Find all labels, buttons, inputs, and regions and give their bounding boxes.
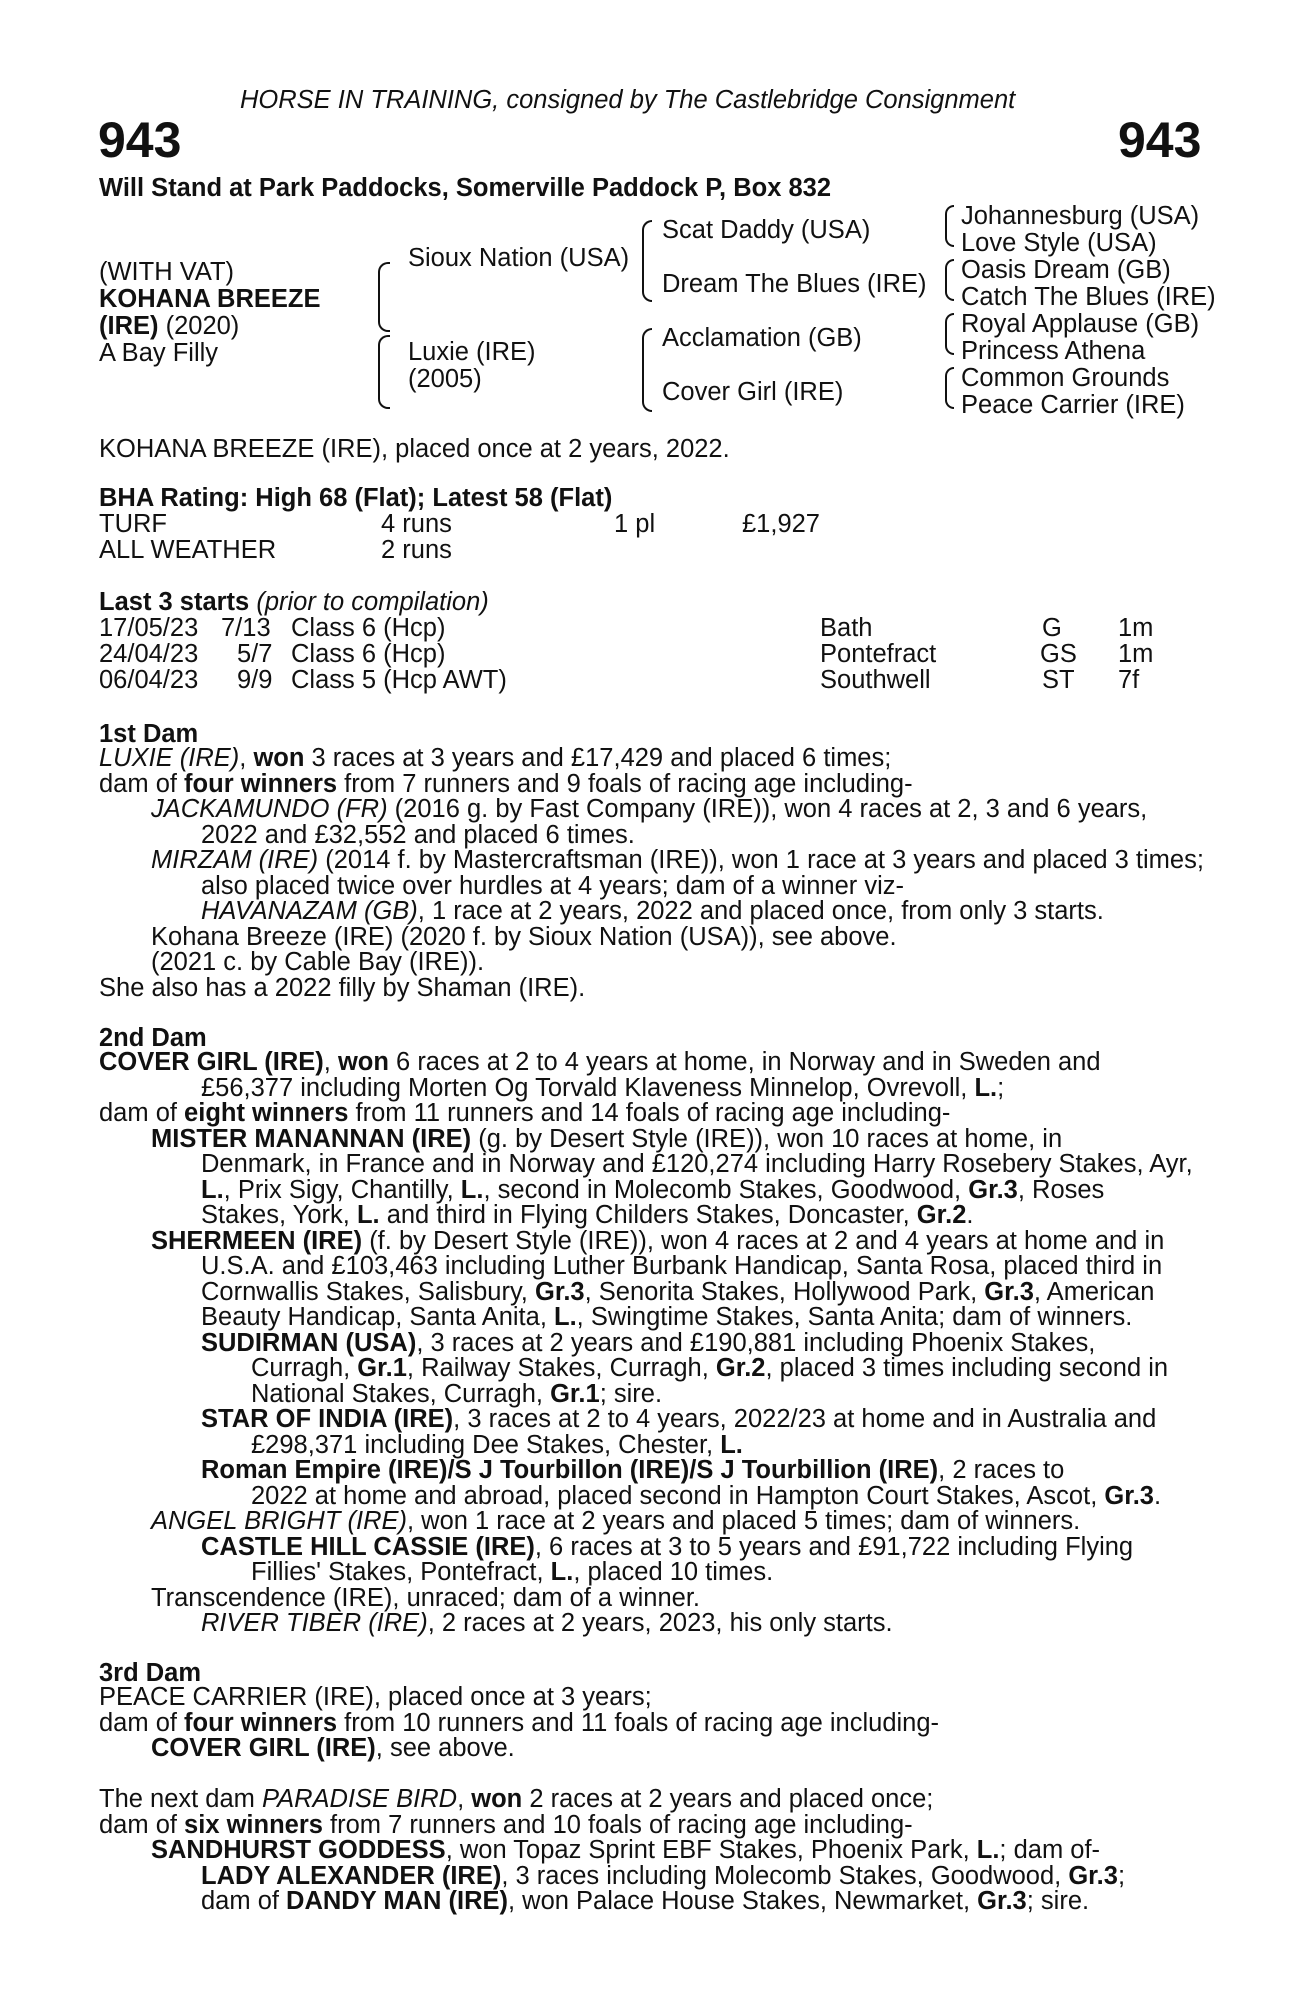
consignment-line: HORSE IN TRAINING, consigned by The Castlebridge Consignment	[240, 86, 1016, 114]
start-position: 5/7	[237, 640, 273, 668]
ggs-2: Love Style (USA)	[961, 229, 1157, 257]
ggs-8: Peace Carrier (IRE)	[961, 391, 1185, 419]
horse-name: KOHANA BREEZE	[99, 285, 321, 313]
brace-sire-lower	[378, 335, 390, 409]
third-dam-section: PEACE CARRIER (IRE), placed once at 3 years; dam of four winners from 10 runners and 11 foals of racing age including- COVER GIRL (IRE), see above.	[99, 1683, 940, 1762]
vat-note: (WITH VAT)	[99, 258, 235, 286]
horse-origin-year: (IRE) (2020)	[99, 312, 240, 340]
second-dam-section: COVER GIRL (IRE), won 6 races at 2 to 4 years at home, in Norway and in Sweden and £56,377 including Morten Og Torvald Klaveness Minnelop, Ovrevoll, L.; dam of eight winners from 11 runners and 14 foals of racing age including- MISTER MANANNAN (IRE) (g. by Desert Style (IRE)), won 10 races at home, in Denmark, in France and in Norway and £120,274 including Harry Rosebery Stakes, Ayr, L., Prix Sigy, Chantilly, L., second in Molecomb Stakes, Goodwood, Gr.3, Roses Stakes, York, L. and third in Flying Childers Stakes, Doncaster, Gr.2. SHERMEEN (IRE) (f. by Desert Style (IRE)), won 4 races at 2 and 4 years at home and in U.S.A. and £103,463 including Luther Burbank Handicap, Santa Rosa, placed third in Cornwallis Stakes, Salisbury, Gr.3, Senorita Stakes, Hollywood Park, Gr.3, American Beauty Handicap, Santa Anita, L., Swingtime Stakes, Santa Anita; dam of winners. SUDIRMAN (USA), 3 races at 2 years and £190,881 including Phoenix Stakes, Curragh, Gr.1, Railway Stakes, Curragh, Gr.2, placed 3 times including second in National Stakes, Curragh, Gr.1; sire. STAR OF INDIA (IRE), 3 races at 2 to 4 years, 2022/23 at home and in Australia and £298,371 including Dee Stakes, Chester, L. Roman Empire (IRE)/S J Tourbillon (IRE)/S J Tourbillion (IRE), 2 races to 2022 at home and abroad, placed second in Hampton Court Stakes, Ascot, Gr.3. ANGEL BRIGHT (IRE), won 1 race at 2 years and placed 5 times; dam of winners. CASTLE HILL CASSIE (IRE), 6 races at 3 to 5 years and £91,722 including Flying Fillies' Stakes, Pontefract, L., placed 10 times. Transcendence (IRE), unraced; dam of a winner. RIVER TIBER (IRE), 2 races at 2 years, 2023, his only starts.	[99, 1048, 1193, 1637]
next-dam-section: The next dam PARADISE BIRD, won 2 races at 2 years and placed once; dam of six winners from 7 runners and 10 foals of racing age including- SANDHURST GODDESS, won Topaz Sprint EBF Stakes, Phoenix Park, L.; dam of- LADY ALEXANDER (IRE), 3 races including Molecomb Stakes, Goodwood, Gr.3; dam of DANDY MAN (IRE), won Palace House Stakes, Newmarket, Gr.3; sire.	[99, 1785, 1126, 1915]
turf-runs: 4 runs	[381, 510, 452, 538]
start-course: Pontefract	[820, 640, 937, 668]
last-starts-heading: Last 3 starts (prior to compilation)	[99, 588, 489, 616]
dam-dam: Cover Girl (IRE)	[662, 378, 844, 406]
turf-label: TURF	[99, 510, 167, 538]
sire: Sioux Nation (USA)	[408, 244, 630, 272]
start-distance: 7f	[1118, 666, 1140, 694]
dam-year: (2005)	[408, 365, 482, 393]
start-race: Class 5 (Hcp AWT)	[291, 666, 507, 694]
start-position: 9/9	[237, 666, 273, 694]
third-dam-heading: 3rd Dam	[99, 1659, 202, 1687]
brace-ggs-4	[945, 367, 954, 409]
brace-ggs-1	[945, 205, 954, 247]
summary-line: KOHANA BREEZE (IRE), placed once at 2 years, 2022.	[99, 435, 730, 463]
aw-label: ALL WEATHER	[99, 536, 277, 564]
brace-dam-line	[642, 328, 652, 412]
ggs-6: Princess Athena	[961, 337, 1146, 365]
dam: Luxie (IRE)	[408, 338, 536, 366]
second-dam-heading: 2nd Dam	[99, 1024, 207, 1052]
first-dam-section: LUXIE (IRE), won 3 races at 3 years and £17,429 and placed 6 times; dam of four winners from 7 runners and 9 foals of racing age including- JACKAMUNDO (FR) (2016 g. by Fast Company (IRE)), won 4 races at 2, 3 and 6 years, 2022 and £32,552 and placed 6 times. MIRZAM (IRE) (2014 f. by Mastercraftsman (IRE)), won 1 race at 3 years and placed 3 times; also placed twice over hurdles at 4 years; dam of a winner viz- HAVANAZAM (GB), 1 race at 2 years, 2022 and placed once, from only 3 starts. Kohana Breeze (IRE) (2020 f. by Sioux Nation (USA)), see above. (2021 c. by Cable Bay (IRE)). She also has a 2022 filly by Shaman (IRE).	[99, 744, 1204, 1002]
start-course: Southwell	[820, 666, 931, 694]
lot-number-left: 943	[98, 112, 182, 168]
start-race: Class 6 (Hcp)	[291, 614, 446, 642]
stand-location: Will Stand at Park Paddocks, Somerville Paddock P, Box 832	[99, 174, 832, 202]
ggs-3: Oasis Dream (GB)	[961, 256, 1171, 284]
brace-sire-upper	[378, 262, 390, 332]
bha-rating: BHA Rating: High 68 (Flat); Latest 58 (Flat)	[99, 484, 613, 512]
start-race: Class 6 (Hcp)	[291, 640, 446, 668]
ggs-5: Royal Applause (GB)	[961, 310, 1200, 338]
brace-ggs-2	[945, 259, 954, 301]
start-date: 24/04/23	[99, 640, 199, 668]
start-going: GS	[1040, 640, 1077, 668]
aw-runs: 2 runs	[381, 536, 452, 564]
turf-prize: £1,927	[742, 510, 820, 538]
turf-placed: 1 pl	[614, 510, 656, 538]
first-dam-heading: 1st Dam	[99, 720, 199, 748]
ggs-7: Common Grounds	[961, 364, 1170, 392]
brace-ggs-3	[945, 313, 954, 355]
sire-dam: Dream The Blues (IRE)	[662, 270, 927, 298]
start-position: 7/13	[221, 614, 271, 642]
start-distance: 1m	[1118, 614, 1154, 642]
sire-sire: Scat Daddy (USA)	[662, 216, 871, 244]
lot-number-right: 943	[1118, 112, 1202, 168]
ggs-1: Johannesburg (USA)	[961, 202, 1200, 230]
start-going: G	[1042, 614, 1062, 642]
dam-sire: Acclamation (GB)	[662, 324, 862, 352]
ggs-4: Catch The Blues (IRE)	[961, 283, 1216, 311]
start-distance: 1m	[1118, 640, 1154, 668]
start-date: 17/05/23	[99, 614, 199, 642]
start-course: Bath	[820, 614, 873, 642]
brace-sire-line	[642, 220, 652, 302]
horse-description: A Bay Filly	[99, 339, 219, 367]
start-going: ST	[1042, 666, 1075, 694]
start-date: 06/04/23	[99, 666, 199, 694]
